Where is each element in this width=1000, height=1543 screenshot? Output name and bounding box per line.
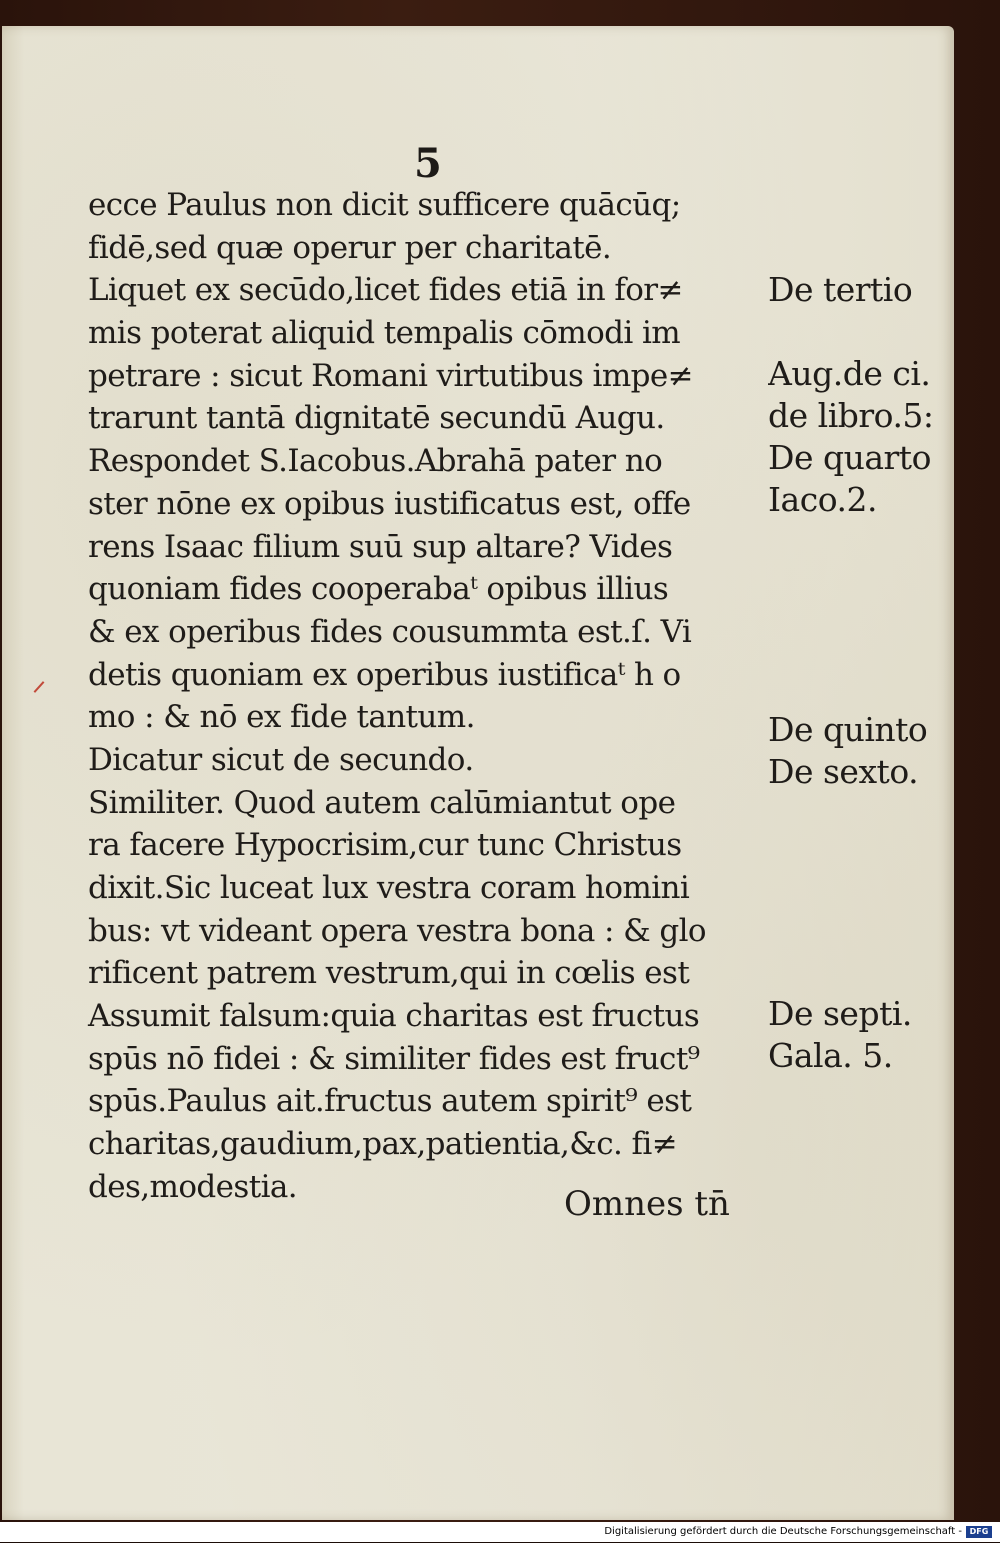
text-line: bus: vt videant opera vestra bona : & glo [88,912,706,949]
text-line: ster nōne ex opibus iustificatus est, offe [88,485,691,522]
marginal-note: Gala. 5. [768,1036,893,1075]
dfg-logo-icon: DFG [966,1526,992,1538]
text-line: Assumit falsum:quia charitas est fructus [88,998,700,1035]
text-line: Similiter. Quod autem calūmiantut ope [88,784,676,821]
text-line: Liquet ex secūdo,licet fides etiā in for≠ [88,272,683,309]
text-line: ecce Paulus non dicit sufficere quācūq; [88,187,681,223]
marginal-note: De quinto [768,710,928,749]
text-line: trarunt tantā dignitatē secundū Augu. [88,400,665,437]
main-text-block [88,184,768,1209]
text-line: ra facere Hypocrisim,cur tunc Christus [88,827,682,864]
text-line: detis quoniam ex operibus iustificaᵗ h o [88,656,681,693]
text-line: Dicatur sicut de secundo. [88,741,474,778]
text-line: charitas,gaudium,pax,patientia,&c. fi≠ [88,1126,678,1163]
text-line: Respondet S.Iacobus.Abrahā pater no [88,443,663,480]
text-line: mis poterat aliquid tempalis cōmodi im [88,315,681,352]
text-line: mo : & nō ex fide tantum. [88,699,475,736]
text-line: rificent patrem vestrum,qui in cœlis est [88,955,690,992]
marginal-note: De quarto [768,438,931,477]
text-line: & ex operibus fides cousummta est.ſ. Vi [88,613,692,650]
text-line: fidē,sed quæ operur per charitatē. [88,229,612,266]
marginal-note: Iaco.2. [768,480,877,519]
text-line: petrare : sicut Romani virtutibus impe≠ [88,357,694,394]
text-line: quoniam fides cooperabaᵗ opibus illius [88,571,669,608]
marginal-note: De sexto. [768,752,919,791]
text-line: spūs nō fidei : & similiter fides est fruct⁹ [88,1040,700,1077]
page-number: 5 [414,140,442,187]
text-line: des,modestia. [88,1168,298,1205]
marginal-note: De septi. [768,994,912,1033]
text-line: rens Isaac filium suū sup altare? Vides [88,528,673,565]
text-line: spūs.Paulus ait.fructus autem spirit⁹ est [88,1083,692,1120]
marginal-note: De tertio [768,270,913,309]
digitization-credit-bar [0,1522,1000,1542]
red-ink-mark [34,681,45,693]
marginal-note: Aug.de ci. [768,354,931,393]
catchword: Omnes tn̄ [564,1184,730,1224]
text-line: dixit.Sic luceat lux vestra coram homini [88,870,690,906]
credit-text: Digitalisierung gefördert durch die Deutsche Forschungsgemeinschaft - [604,1526,962,1537]
marginal-note: de libro.5: [768,396,934,435]
